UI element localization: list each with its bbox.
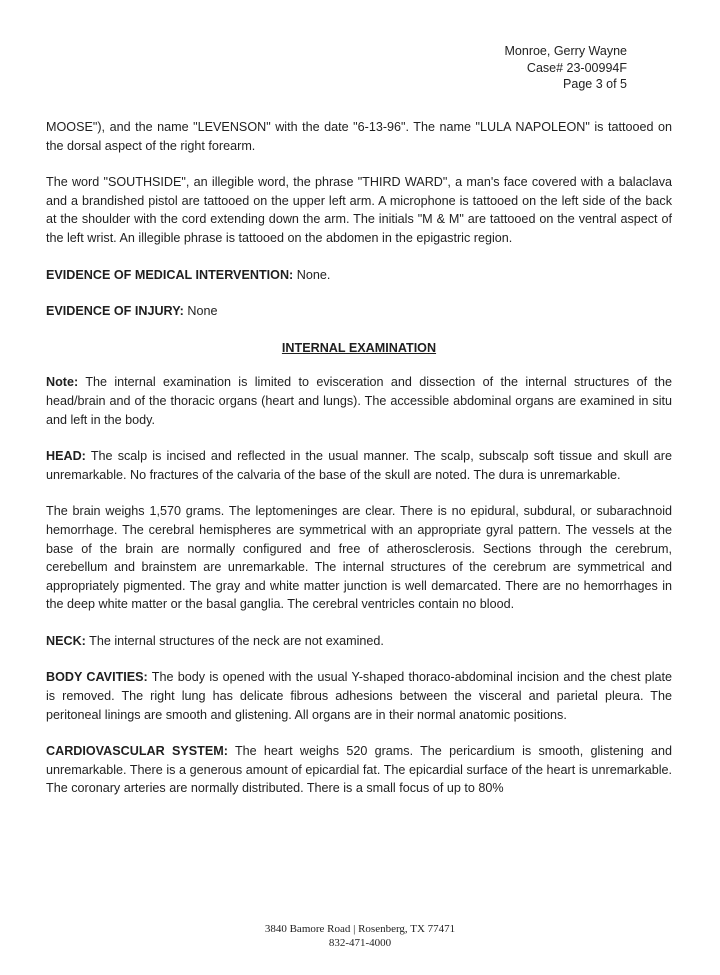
body-cavities-text: The body is opened with the usual Y-shaped thoraco-abdominal incision and the chest plate is removed. The right lung has delicate fibrous adhesions between the visceral and parietal pleura. The peritoneal linings are smooth and glistening. All organs are in their normal anatomic positions.: [46, 670, 673, 722]
medical-intervention-text: None.: [296, 267, 331, 282]
page-header: [505, 43, 628, 93]
note-paragraph: [46, 373, 672, 429]
cardiovascular-text: The heart weighs 520 grams. The pericardium is smooth, glistening and unremarkable. There is a generous amount of epicardial fat. The epicardial surface of the heart is unremarkable. The coronary arteries are normally distributed. There is a small focus of up to 80%: [46, 744, 672, 796]
body-cavities-paragraph: [46, 668, 672, 724]
injury-paragraph: [46, 302, 672, 321]
head-label: HEAD:: [46, 449, 86, 464]
case-number: Case# 23-00994F: [526, 60, 627, 75]
page-footer: [0, 922, 720, 950]
neck-text: The internal structures of the neck are not examined.: [89, 633, 384, 648]
head-paragraph: [46, 447, 672, 484]
tattoo-paragraph-1: MOOSE"), and the name "LEVENSON" with the date "6-13-96". The name "LULA NAPOLEON" is tattooed on the dorsal aspect of the right forearm.: [46, 120, 672, 153]
body-cavities-label: BODY CAVITIES:: [46, 670, 148, 685]
note-label: Note:: [46, 375, 79, 390]
footer-address: 3840 Bamore Road | Rosenberg, TX 77471: [264, 923, 456, 935]
brain-paragraph: The brain weighs 1,570 grams. The leptomeninges are clear. There is no epidural, subdural, or subarachnoid hemorrhage. The cerebral hemispheres are symmetrical with an appropriate gyral pattern. The vessels at the base of the brain are normally configured and free of atherosclerosis. Sections through the cerebrum, cerebellum and brainstem are unremarkable. The internal structures of the cerebrum are symmetrical and appropriately pigmented. The gray and white matter junction is well demarcated. There are no hemorrhages in the deep white matter or the basal ganglia. The cerebral ventricles contain no blood.: [46, 504, 672, 612]
page-number: Page 3 of 5: [563, 77, 627, 91]
note-text: The internal examination is limited to evisceration and dissection of the internal structures of the head/brain and of the thoracic organs (heart and lungs). The accessible abdominal organs are examined in situ and left in the body.: [46, 375, 672, 427]
injury-text: None: [187, 304, 218, 319]
head-text: The scalp is incised and reflected in the usual manner. The scalp, subscalp soft tissue and skull are unremarkable. No fractures of the calvaria of the base of the skull are noted. The dura is unremarkable.: [46, 449, 673, 482]
document-body: [46, 118, 672, 816]
neck-label: NECK:: [46, 633, 86, 648]
medical-intervention-label: EVIDENCE OF MEDICAL INTERVENTION:: [46, 267, 294, 282]
injury-label: EVIDENCE OF INJURY:: [46, 304, 184, 319]
medical-intervention-paragraph: [46, 266, 672, 285]
cardiovascular-paragraph: [46, 742, 672, 798]
section-title: INTERNAL EXAMINATION: [281, 340, 437, 355]
neck-paragraph: [46, 632, 672, 651]
tattoo-paragraph-2: The word "SOUTHSIDE", an illegible word, the phrase "THIRD WARD", a man's face covered with a balaclava and a brandished pistol are tattooed on the upper left arm. A microphone is tattooed on the left side of the back at the shoulder with the cord extending down the arm. The initials "M & M" are tattooed on the ventral aspect of the left wrist. An illegible phrase is tattooed on the abdomen in the epigastric region.: [46, 175, 672, 245]
footer-phone: 832-471-4000: [328, 937, 392, 949]
decedent-name: Monroe, Gerry Wayne: [504, 44, 627, 58]
cardiovascular-label: CARDIOVASCULAR SYSTEM:: [46, 744, 228, 759]
